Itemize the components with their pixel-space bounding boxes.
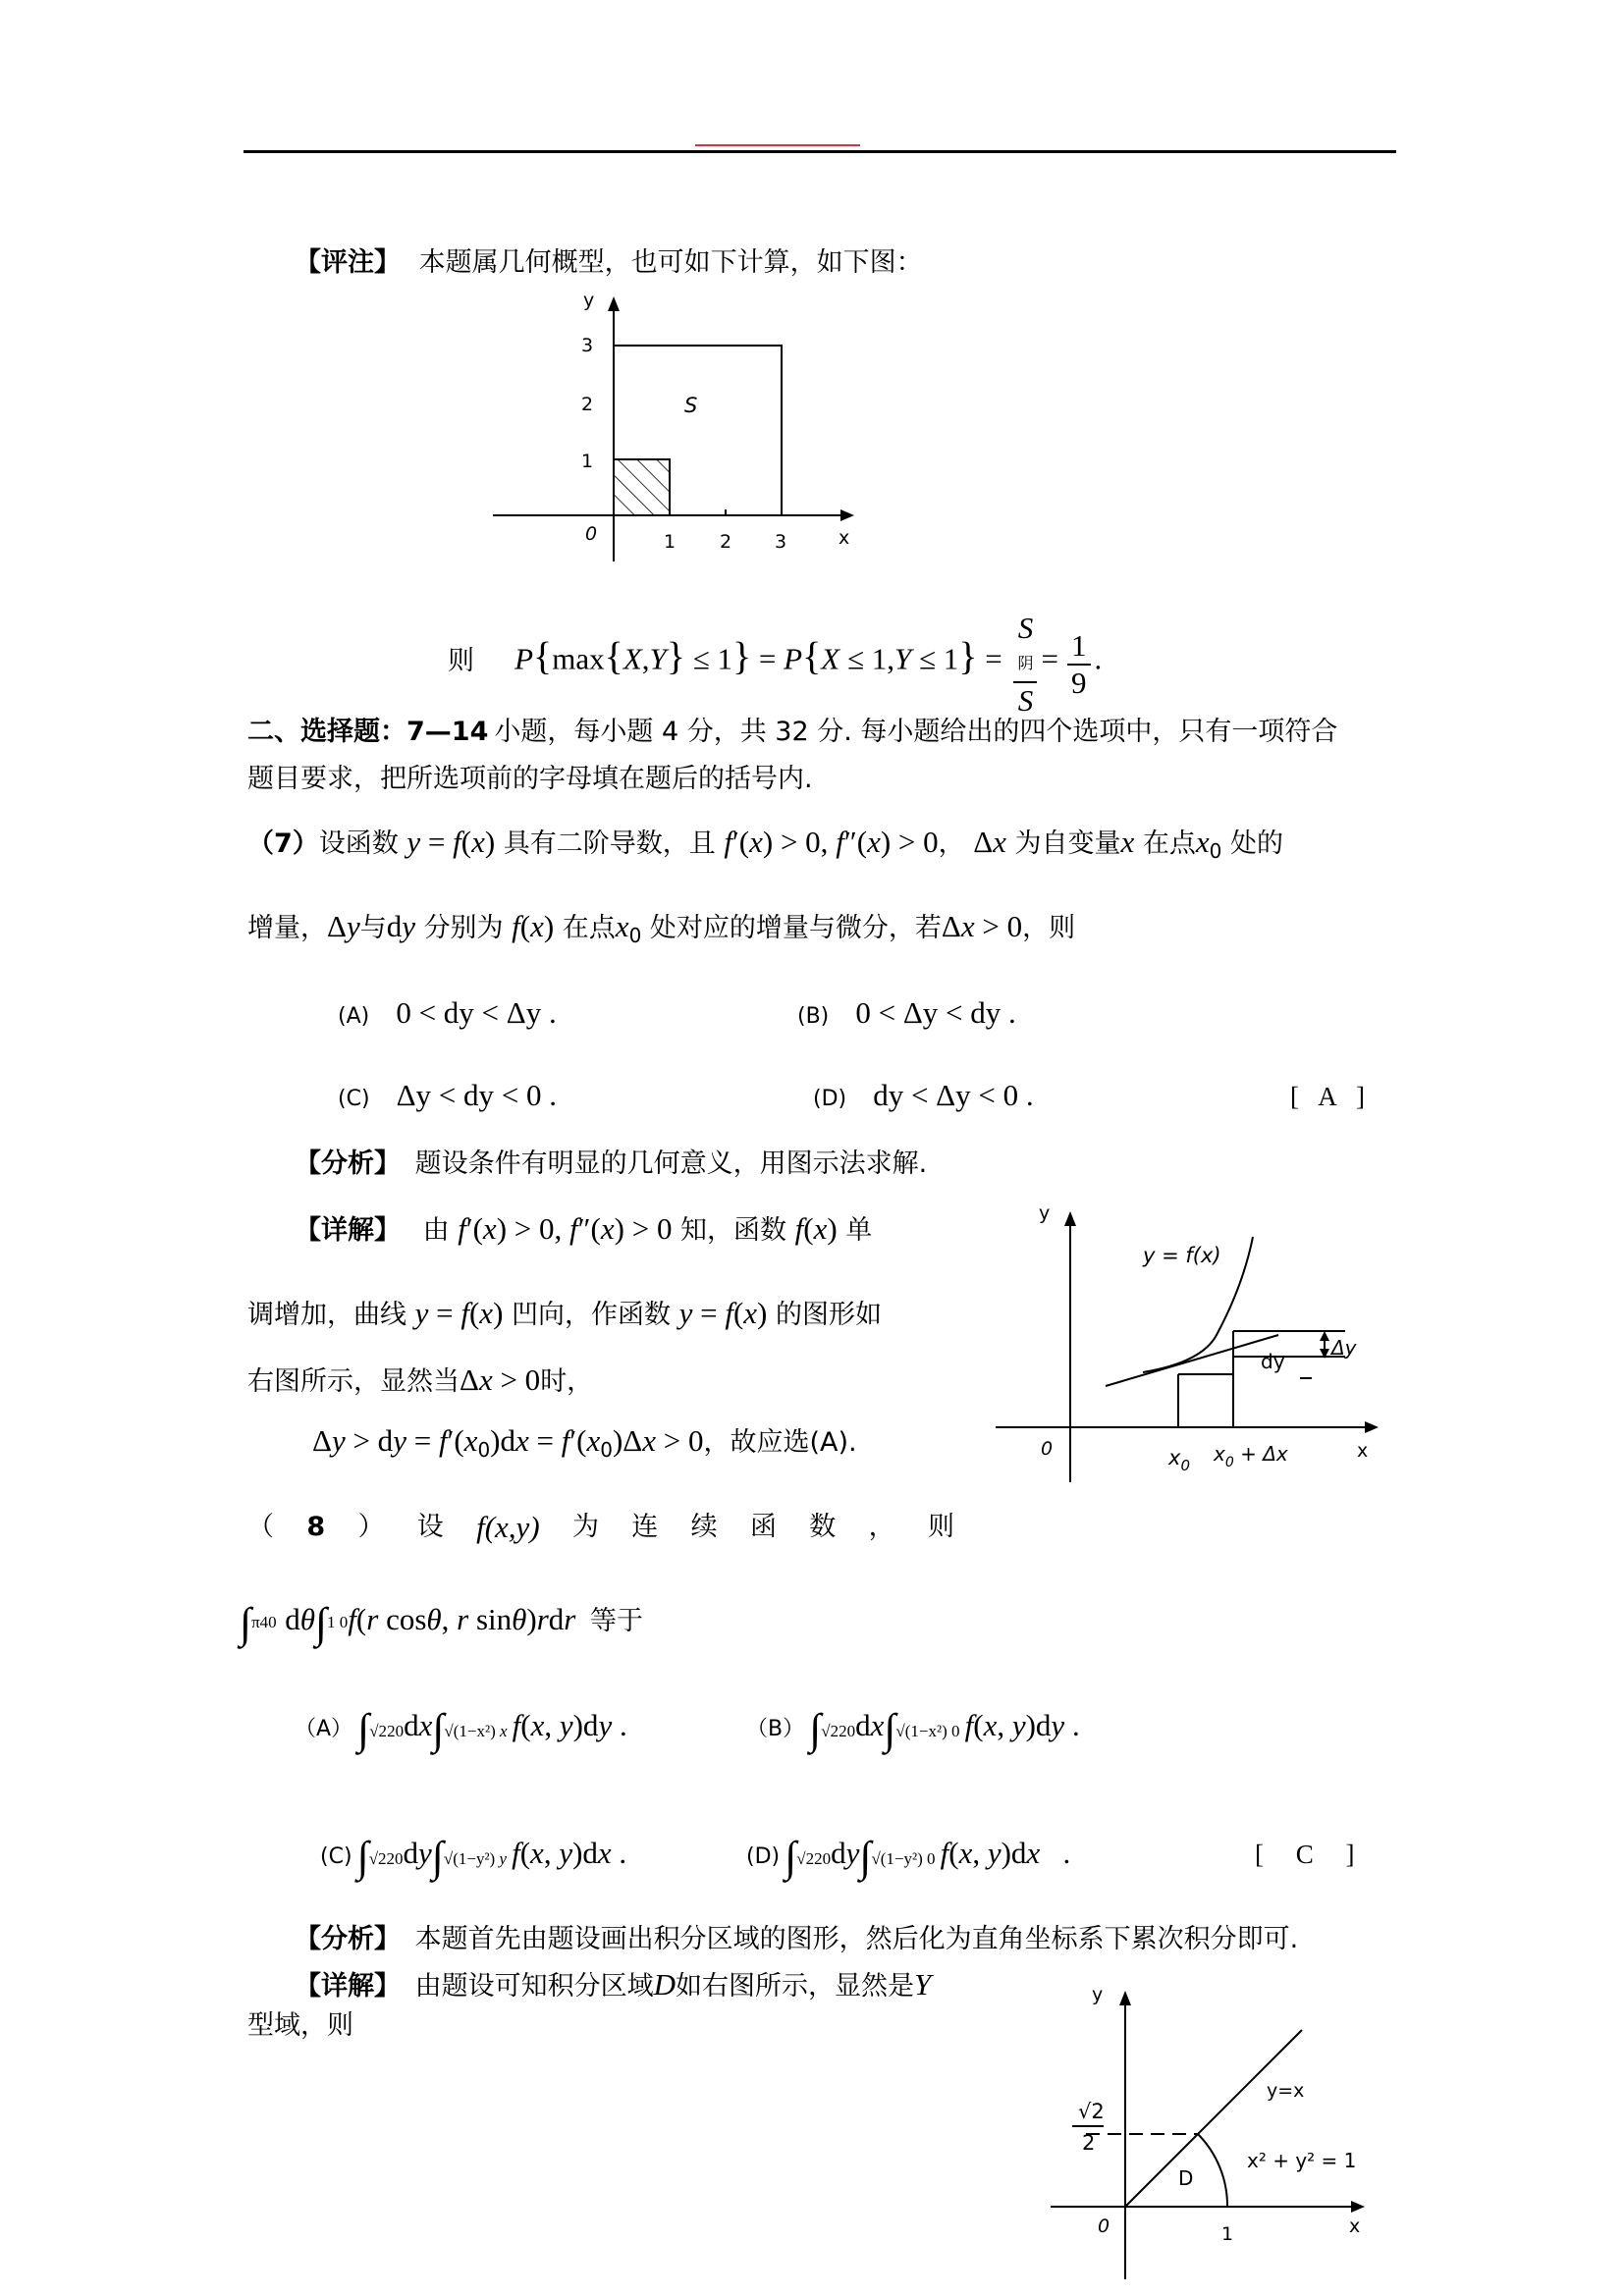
formula-sub: 阴 [1017, 654, 1034, 672]
q7-text: 分别为 [423, 913, 504, 943]
q7-text: 与 [359, 913, 387, 943]
q7-text: 设函数 [318, 828, 399, 859]
q7-text: ，则 [1022, 913, 1076, 943]
q8-word: 为 [571, 1512, 599, 1542]
y-tick-2: 2 [581, 394, 594, 415]
origin-label: 0 [1041, 1438, 1054, 1460]
q7-analysis [295, 1145, 927, 1184]
q7-detail-line3: 右图所示，显然当Δx > 0时， [247, 1362, 594, 1397]
q8-detail-line1: 【详解】 由题设可知积分区域D如右图所示，显然是Y [295, 1967, 932, 2002]
x-axis-label: x [839, 527, 850, 549]
dy-label: dy [1261, 1350, 1285, 1373]
line-y-eq-x [1125, 2030, 1305, 2207]
q7-text: 处的 [1229, 828, 1283, 859]
x-tick-2: 2 [720, 531, 732, 553]
section2-heading [247, 713, 1337, 752]
q8-word: 设 [416, 1512, 444, 1542]
q7-text: 增量， [247, 913, 327, 943]
x-axis-arrow [840, 509, 854, 521]
x-axis-arrow [1351, 2201, 1365, 2213]
x0dx-label: $x_0 + \Delta x$ [1214, 1442, 1288, 1470]
q8-option-a[interactable]: （A） ∫√220dx∫√(1−x²) x f(x, y)dy . [295, 1705, 627, 1753]
q7-text: 为自变量 [1014, 828, 1121, 859]
q8-analysis-text: 本题首先由题设画出积分区域的图形，然后化为直角坐标系下累次积分即可. [414, 1924, 1299, 1954]
commentary-line [295, 243, 923, 283]
origin-label: 0 [585, 523, 598, 545]
tangent-line [1106, 1335, 1278, 1386]
q7-detail-line2: 调增加，曲线 y = f(x) 凹向，作函数 y = f(x) 的图形如 [247, 1296, 882, 1330]
q7-option-a[interactable]: (A) 0 < dy < Δy . [338, 995, 557, 1030]
q8-text: 等于 [589, 1606, 643, 1636]
y-axis-arrow [1119, 1991, 1131, 2005]
section2-heading-line2: 题目要求，把所选项前的字母填在题后的括号内. [247, 764, 813, 794]
q8-option-c[interactable]: (C) ∫√220dy∫√(1−y²) y f(x, y)dx . [320, 1833, 627, 1881]
y-tick-1: 1 [581, 451, 594, 472]
q8-detail-line2: 型域，则 [247, 2010, 353, 2041]
figure-curve [986, 1198, 1398, 1492]
q8-line2: ∫π40 dθ∫1 0f(r cosθ, r sinθ)rdr 等于 [240, 1599, 643, 1647]
x-tick-3: 3 [775, 531, 787, 553]
q8-text: 由题设可知积分区域 [414, 1971, 654, 2002]
commentary-formula: 则 P{max{X,Y} ≤ 1} = P{X ≤ 1,Y ≤ 1} = S 阴 S = $\frac{1}{9}$ . [448, 611, 1103, 718]
region-label: D [1178, 2166, 1194, 2190]
q8-word: 函 [749, 1512, 777, 1542]
q8-word: 数 [809, 1512, 837, 1542]
x0-label: $x_0$ [1168, 1446, 1190, 1474]
shaded-region [614, 459, 670, 515]
formula-prefix: 则 [448, 645, 474, 676]
q8-word: ， [868, 1512, 895, 1542]
y-axis-arrow [1064, 1211, 1076, 1226]
q8-word: 则 [927, 1512, 954, 1542]
x-axis-label: x [1357, 1440, 1369, 1462]
section2-heading-bold: 二、选择题：7—14 [247, 717, 489, 747]
q7-text: ，故应选(A). [703, 1427, 857, 1458]
y-tick-numerator: √2 [1078, 2100, 1105, 2123]
x-axis-arrow [1365, 1421, 1379, 1433]
x-tick-1: 1 [1221, 2223, 1234, 2245]
q7-option-c[interactable]: (C) Δy < dy < 0 . [338, 1078, 558, 1112]
q8-word: （ [247, 1512, 274, 1542]
y-axis-label: y [1039, 1202, 1051, 1224]
q8-word: 连 [631, 1512, 659, 1542]
arc [1198, 2134, 1227, 2207]
y-axis-arrow [608, 296, 620, 311]
line-label: y=x [1267, 2080, 1305, 2102]
q8-analysis-tag: 【分析】 [295, 1924, 401, 1954]
q8-number: 8 [306, 1512, 326, 1542]
q8-answer: [ C ] [1255, 1840, 1355, 1869]
q8-analysis [295, 1920, 1298, 1959]
q8-detail-tag: 【详解】 [295, 1971, 401, 2002]
origin-label: 0 [1098, 2216, 1110, 2237]
q7-detail-tag: 【详解】 [295, 1215, 401, 1246]
q7-option-d[interactable]: (D) dy < Δy < 0 . [813, 1078, 1034, 1112]
section2-heading-text: 小题，每小题 4 分，共 32 分. 每小题给出的四个选项中，只有一项符合 [494, 717, 1338, 747]
commentary-tag: 【评注】 [295, 247, 401, 278]
header-red-mark [695, 144, 860, 146]
q7-text: 知，函数 [680, 1215, 787, 1246]
q8-option-d[interactable]: (D) ∫√220dy∫√(1−y²) 0 f(x, y)dx . [746, 1833, 1071, 1881]
q8-word: ） [357, 1512, 385, 1542]
q7-text: ， [938, 828, 965, 859]
q7-text: 由 [422, 1215, 450, 1246]
y-axis-label: y [583, 290, 595, 311]
q8-option-b[interactable]: （B） ∫√220dx∫√(1−x²) 0 f(x, y)dy . [746, 1705, 1080, 1753]
q7-text: 单 [845, 1215, 873, 1246]
circle-label: x² + y² = 1 [1247, 2149, 1357, 2172]
q8-word: 续 [690, 1512, 718, 1542]
x-axis-label: x [1349, 2216, 1361, 2237]
q7-text: 在点 [1142, 828, 1196, 859]
q7-text: 调增加，曲线 [247, 1300, 406, 1330]
q7-detail-line1: 【详解】 由 f′(x) > 0, f″(x) > 0 知，函数 f(x) 单 [295, 1211, 873, 1246]
q7-analysis-tag: 【分析】 [295, 1148, 401, 1179]
q8-function: f(x,y) [476, 1510, 540, 1544]
q7-option-b[interactable]: (B) 0 < Δy < dy . [797, 995, 1016, 1030]
curve-label: y = f(x) [1143, 1244, 1221, 1267]
y-tick-3: 3 [581, 335, 594, 356]
q7-text: 凹向，作函数 [511, 1300, 671, 1330]
q7-line2: 增量，Δy与dy 分别为 f(x) 在点$x_0$ 处对应的增量与微分，若Δx > 0，则 [247, 909, 1076, 947]
q7-text: 的图形如 [775, 1300, 882, 1330]
q7-analysis-text: 题设条件有明显的几何意义，用图示法求解. [414, 1148, 928, 1179]
area-label: S [684, 394, 698, 417]
delta-y-label: Δy [1331, 1336, 1357, 1360]
q7-text: 处对应的增量与微分，若 [649, 913, 942, 943]
figure-square [481, 285, 864, 569]
x-tick-1: 1 [664, 531, 677, 553]
q7-number: （7） [247, 828, 319, 859]
header-rule [244, 150, 1396, 153]
y-tick-denominator: 2 [1082, 2131, 1096, 2155]
q7-answer: [ A ] [1290, 1082, 1366, 1111]
figure-region [1051, 1973, 1375, 2292]
q7-text: 右图所示，显然当 [247, 1366, 460, 1397]
commentary-text: 本题属几何概型，也可如下计算，如下图： [418, 247, 923, 278]
q8-text: 如右图所示，显然是 [675, 1971, 914, 2002]
q8-line1 [247, 1508, 954, 1547]
q7-detail-line4: Δy > dy = $f'(x_0)dx = f'(x_0)\Delta x > 0$，故应选(A). [312, 1423, 857, 1462]
q7-line1: （7）设函数 y = f(x) 具有二阶导数，且 f′(x) > 0, f″(x) > 0， Δx 为自变量x 在点$x_0$ 处的 [247, 825, 1283, 863]
q7-text: 具有二阶导数，且 [503, 828, 716, 859]
q7-text: 在点 [562, 913, 616, 943]
y-axis-label: y [1092, 1984, 1104, 2005]
q7-text: 时， [540, 1366, 594, 1397]
